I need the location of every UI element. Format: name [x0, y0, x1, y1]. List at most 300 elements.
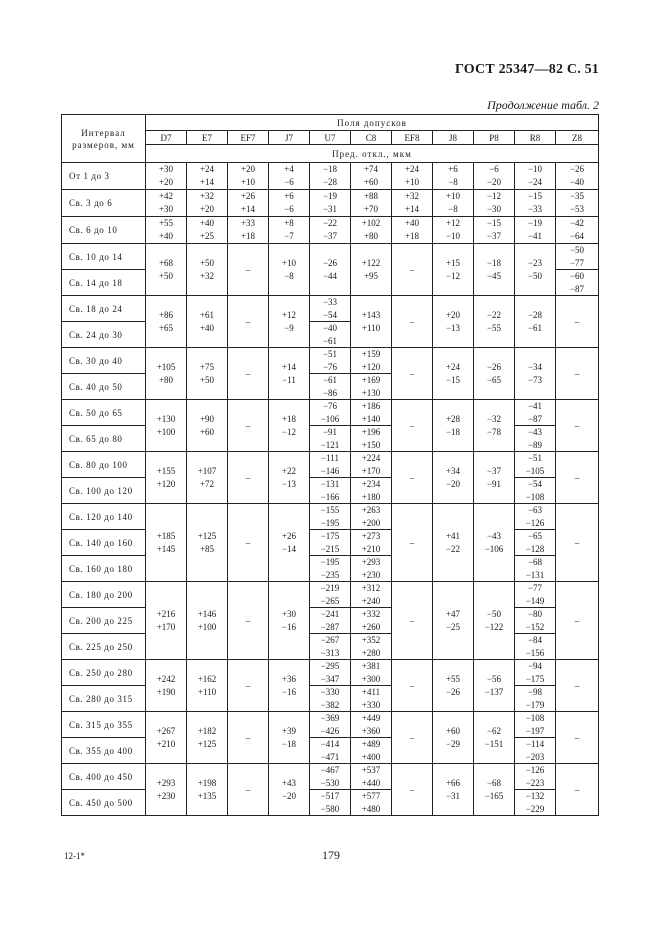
value-cell — [146, 764, 187, 816]
column-header: Z8 — [556, 131, 599, 145]
value-cell — [187, 163, 228, 190]
value-cell — [556, 764, 599, 816]
value-cell — [474, 764, 515, 816]
value-cell — [351, 296, 392, 348]
table-row — [62, 712, 599, 725]
value-cell: −63 — [515, 504, 556, 517]
lower-deviation: +25 — [199, 231, 215, 241]
value-cell — [392, 348, 433, 400]
value-cell — [228, 504, 269, 582]
value-cell — [392, 712, 433, 764]
value-cell — [515, 163, 556, 190]
upper-deviation: −15 — [486, 218, 502, 228]
value-cell: −155 — [310, 504, 351, 517]
lower-deviation: +100 — [156, 426, 176, 437]
lower-deviation: −6 — [284, 204, 294, 214]
dash-mark: – — [245, 472, 251, 483]
lower-deviation: −8 — [448, 204, 458, 214]
dash-mark: – — [245, 784, 251, 795]
interval-label: Св. 355 до 400 — [62, 738, 146, 764]
value-cell: −65 — [515, 530, 556, 543]
lower-deviation: −45 — [486, 270, 502, 281]
upper-deviation: −10 — [527, 164, 543, 174]
value-cell: −156 — [515, 647, 556, 660]
value-cell — [392, 400, 433, 452]
value-cell — [515, 244, 556, 296]
table-row — [62, 764, 599, 777]
lower-deviation: +60 — [199, 426, 215, 437]
value-cell: +224 — [351, 452, 392, 465]
upper-deviation: +39 — [281, 725, 297, 736]
upper-deviation: +34 — [445, 465, 461, 476]
value-cell: −41 — [515, 400, 556, 413]
value-cell — [351, 163, 392, 190]
value-cell: −128 — [515, 543, 556, 556]
lower-deviation: −12 — [445, 270, 461, 281]
value-cell: +234 — [351, 478, 392, 491]
upper-deviation: −18 — [322, 164, 338, 174]
table-row — [62, 400, 599, 413]
value-cell — [269, 296, 310, 348]
upper-deviation: +30 — [158, 164, 174, 174]
value-cell — [187, 348, 228, 400]
upper-deviation: +68 — [158, 257, 174, 268]
value-cell — [474, 582, 515, 660]
lower-deviation: −64 — [569, 231, 585, 241]
value-cell — [433, 348, 474, 400]
value-cell — [474, 712, 515, 764]
value-cell — [474, 244, 515, 296]
lower-deviation: −20 — [445, 478, 461, 489]
dash-mark: – — [245, 368, 251, 379]
value-cell: −131 — [515, 569, 556, 582]
dash-mark: – — [574, 368, 580, 379]
interval-label: Св. 315 до 355 — [62, 712, 146, 738]
fields-header: Поля допусков — [146, 115, 599, 131]
value-cell — [146, 400, 187, 452]
dash-mark: – — [409, 784, 415, 795]
upper-deviation: +60 — [445, 725, 461, 736]
upper-deviation: +162 — [197, 673, 217, 684]
interval-label: Св. 10 до 14 — [62, 244, 146, 270]
lower-deviation: +20 — [158, 177, 174, 187]
upper-deviation: +6 — [284, 191, 294, 201]
upper-deviation: −62 — [486, 725, 502, 736]
table-body — [62, 163, 599, 816]
interval-label: Св. 140 до 160 — [62, 530, 146, 556]
upper-deviation: +20 — [445, 309, 461, 320]
value-cell — [392, 582, 433, 660]
value-cell: −114 — [515, 738, 556, 751]
value-cell: −330 — [310, 686, 351, 699]
value-cell — [187, 296, 228, 348]
table-row — [62, 348, 599, 361]
column-header: R8 — [515, 131, 556, 145]
lower-deviation: −14 — [281, 543, 297, 554]
value-cell: +489 — [351, 738, 392, 751]
dash-mark: – — [574, 680, 580, 691]
value-cell: −426 — [310, 725, 351, 738]
table-row — [62, 608, 599, 621]
upper-deviation: −22 — [486, 309, 502, 320]
lower-deviation: −31 — [445, 790, 461, 801]
upper-deviation: +125 — [197, 530, 217, 541]
value-cell: −89 — [515, 439, 556, 452]
lower-deviation: +14 — [240, 204, 256, 214]
value-cell — [515, 348, 556, 400]
value-cell: −98 — [515, 686, 556, 699]
upper-deviation: −26 — [486, 361, 502, 372]
value-cell — [228, 244, 269, 296]
lower-deviation: −18 — [281, 738, 297, 749]
value-cell — [474, 400, 515, 452]
lower-deviation: +145 — [156, 543, 176, 554]
value-cell — [228, 217, 269, 244]
upper-deviation: +24 — [445, 361, 461, 372]
upper-deviation: +43 — [281, 777, 297, 788]
value-cell — [556, 660, 599, 712]
interval-label: Св. 400 до 450 — [62, 764, 146, 790]
upper-deviation: −37 — [486, 465, 502, 476]
value-cell: −219 — [310, 582, 351, 595]
value-cell — [474, 163, 515, 190]
value-cell: −108 — [515, 491, 556, 504]
dash-mark: – — [574, 316, 580, 327]
lower-deviation: −33 — [527, 204, 543, 214]
column-header: U7 — [310, 131, 351, 145]
value-cell: +332 — [351, 608, 392, 621]
table-row — [62, 296, 599, 309]
lower-deviation: +18 — [240, 231, 256, 241]
value-cell: −77 — [515, 582, 556, 595]
value-cell — [392, 660, 433, 712]
value-cell: −40 — [310, 322, 351, 335]
upper-deviation: +216 — [156, 608, 176, 619]
lower-deviation: −73 — [527, 374, 543, 385]
value-cell: +263 — [351, 504, 392, 517]
upper-deviation: +41 — [445, 530, 461, 541]
value-cell: +352 — [351, 634, 392, 647]
value-cell — [228, 764, 269, 816]
upper-deviation: +4 — [284, 164, 294, 174]
value-cell: −215 — [310, 543, 351, 556]
value-cell: −77 — [556, 257, 599, 270]
interval-label: Св. 65 до 80 — [62, 426, 146, 452]
value-cell — [433, 582, 474, 660]
dash-mark: – — [574, 420, 580, 431]
value-cell — [146, 504, 187, 582]
lower-deviation: −41 — [527, 231, 543, 241]
dash-mark: – — [409, 316, 415, 327]
upper-deviation: +130 — [156, 413, 176, 424]
value-cell: +411 — [351, 686, 392, 699]
dash-mark: – — [409, 615, 415, 626]
lower-deviation: −22 — [445, 543, 461, 554]
upper-deviation: −19 — [322, 191, 338, 201]
value-cell: +186 — [351, 400, 392, 413]
upper-deviation: −15 — [527, 191, 543, 201]
dash-mark: – — [409, 420, 415, 431]
value-cell: −87 — [515, 413, 556, 426]
value-cell — [187, 400, 228, 452]
upper-deviation: +42 — [158, 191, 174, 201]
upper-deviation: −6 — [489, 164, 499, 174]
value-cell: +381 — [351, 660, 392, 673]
interval-label: Св. 6 до 10 — [62, 217, 146, 244]
value-cell — [187, 582, 228, 660]
lower-deviation: −8 — [448, 177, 458, 187]
value-cell: +196 — [351, 426, 392, 439]
value-cell — [146, 190, 187, 217]
upper-deviation: +24 — [404, 164, 420, 174]
value-cell: −313 — [310, 647, 351, 660]
column-header: EF8 — [392, 131, 433, 145]
value-cell — [474, 217, 515, 244]
value-cell — [187, 190, 228, 217]
value-cell — [146, 244, 187, 296]
value-cell: −369 — [310, 712, 351, 725]
lower-deviation: −7 — [284, 231, 294, 241]
lower-deviation: +100 — [197, 621, 217, 632]
value-cell: −149 — [515, 595, 556, 608]
lower-deviation: −11 — [282, 374, 296, 385]
value-cell — [433, 660, 474, 712]
lower-deviation: −122 — [484, 621, 504, 632]
column-header: J7 — [269, 131, 310, 145]
value-cell — [228, 190, 269, 217]
table-row — [62, 790, 599, 803]
interval-label: Св. 450 до 500 — [62, 790, 146, 816]
lower-deviation: +95 — [363, 270, 379, 281]
value-cell — [269, 400, 310, 452]
dash-mark: – — [245, 264, 251, 275]
upper-deviation: +28 — [445, 413, 461, 424]
lower-deviation: −25 — [445, 621, 461, 632]
lower-deviation: +10 — [240, 177, 256, 187]
lower-deviation: +18 — [404, 231, 420, 241]
lower-deviation: −37 — [486, 231, 502, 241]
value-cell — [474, 296, 515, 348]
table-row — [62, 738, 599, 751]
dash-mark: – — [409, 732, 415, 743]
table-row — [62, 582, 599, 595]
lower-deviation: +72 — [199, 478, 215, 489]
upper-deviation: −28 — [527, 309, 543, 320]
value-cell — [433, 217, 474, 244]
value-cell — [187, 504, 228, 582]
value-cell: +293 — [351, 556, 392, 569]
table-row — [62, 660, 599, 673]
dash-mark: – — [245, 680, 251, 691]
value-cell: +170 — [351, 465, 392, 478]
table-row — [62, 190, 599, 204]
lower-deviation: +30 — [158, 204, 174, 214]
lower-deviation: −53 — [569, 204, 585, 214]
lower-deviation: +80 — [363, 231, 379, 241]
value-cell — [228, 296, 269, 348]
upper-deviation: +293 — [156, 777, 176, 788]
value-cell: −287 — [310, 621, 351, 634]
upper-deviation: +40 — [404, 218, 420, 228]
upper-deviation: +74 — [363, 164, 379, 174]
value-cell: +300 — [351, 673, 392, 686]
value-cell — [392, 217, 433, 244]
interval-label: Св. 280 до 315 — [62, 686, 146, 712]
value-cell: −203 — [515, 751, 556, 764]
value-cell — [310, 163, 351, 190]
value-cell: −126 — [515, 764, 556, 777]
value-cell: +440 — [351, 777, 392, 790]
table-row — [62, 163, 599, 177]
value-cell — [228, 712, 269, 764]
dash-mark: – — [245, 615, 251, 626]
value-cell: +120 — [351, 361, 392, 374]
column-header: J8 — [433, 131, 474, 145]
interval-label: Св. 50 до 65 — [62, 400, 146, 426]
table-row — [62, 452, 599, 465]
value-cell — [433, 764, 474, 816]
lower-deviation: +210 — [156, 738, 176, 749]
upper-deviation: +267 — [156, 725, 176, 736]
lower-deviation: +110 — [361, 322, 381, 333]
value-cell — [310, 217, 351, 244]
lower-deviation: −50 — [527, 270, 543, 281]
value-cell — [515, 296, 556, 348]
value-cell — [187, 217, 228, 244]
lower-deviation: −37 — [322, 231, 338, 241]
lower-deviation: −24 — [527, 177, 543, 187]
interval-label: Св. 80 до 100 — [62, 452, 146, 478]
lower-deviation: +14 — [404, 204, 420, 214]
value-cell — [433, 504, 474, 582]
value-cell: −33 — [310, 296, 351, 309]
value-cell — [433, 190, 474, 217]
dash-mark: – — [245, 420, 251, 431]
lower-deviation: −16 — [281, 686, 297, 697]
value-cell: +400 — [351, 751, 392, 764]
value-cell: +140 — [351, 413, 392, 426]
value-cell — [556, 504, 599, 582]
dash-mark: – — [574, 537, 580, 548]
value-cell: +159 — [351, 348, 392, 361]
table-row — [62, 478, 599, 491]
upper-deviation: +12 — [445, 218, 461, 228]
value-cell — [269, 452, 310, 504]
dash-mark: – — [245, 316, 251, 327]
upper-deviation: −42 — [569, 218, 585, 228]
lower-deviation: −13 — [445, 322, 461, 333]
upper-deviation: +24 — [199, 164, 215, 174]
upper-deviation: +10 — [445, 191, 461, 201]
value-cell — [187, 452, 228, 504]
upper-deviation: −34 — [527, 361, 543, 372]
value-cell: −121 — [310, 439, 351, 452]
upper-deviation: +40 — [199, 218, 215, 228]
value-cell — [269, 217, 310, 244]
value-cell: −414 — [310, 738, 351, 751]
upper-deviation: +47 — [445, 608, 461, 619]
upper-deviation: −26 — [322, 257, 338, 268]
lower-deviation: −18 — [445, 426, 461, 437]
upper-deviation: +75 — [199, 361, 215, 372]
value-cell — [187, 244, 228, 296]
value-cell: −50 — [556, 244, 599, 257]
value-cell: −84 — [515, 634, 556, 647]
upper-deviation: +86 — [158, 309, 174, 320]
value-cell — [433, 163, 474, 190]
interval-label: От 1 до 3 — [62, 163, 146, 190]
lower-deviation: −106 — [484, 543, 504, 554]
interval-label: Св. 225 до 250 — [62, 634, 146, 660]
dash-mark: – — [409, 368, 415, 379]
upper-deviation: −12 — [486, 191, 502, 201]
upper-deviation: +32 — [404, 191, 420, 201]
value-cell: +312 — [351, 582, 392, 595]
tolerance-table — [61, 114, 599, 816]
lower-deviation: +20 — [199, 204, 215, 214]
value-cell: −267 — [310, 634, 351, 647]
value-cell: +260 — [351, 621, 392, 634]
lower-deviation: +40 — [199, 322, 215, 333]
upper-deviation: +66 — [445, 777, 461, 788]
value-cell — [351, 244, 392, 296]
lower-deviation: +110 — [197, 686, 217, 697]
column-header: E7 — [187, 131, 228, 145]
upper-deviation: +122 — [361, 257, 381, 268]
value-cell — [474, 452, 515, 504]
value-cell — [187, 660, 228, 712]
lower-deviation: +230 — [156, 790, 176, 801]
value-cell: +200 — [351, 517, 392, 530]
column-header: EF7 — [228, 131, 269, 145]
value-cell — [556, 217, 599, 244]
value-cell — [474, 504, 515, 582]
column-header: C8 — [351, 131, 392, 145]
value-cell: −131 — [310, 478, 351, 491]
lower-deviation: −151 — [484, 738, 504, 749]
value-cell — [269, 504, 310, 582]
value-cell — [146, 712, 187, 764]
lower-deviation: +120 — [156, 478, 176, 489]
upper-deviation: +26 — [240, 191, 256, 201]
lower-deviation: +125 — [197, 738, 217, 749]
value-cell: +360 — [351, 725, 392, 738]
value-cell — [392, 163, 433, 190]
interval-label: Св. 40 до 50 — [62, 374, 146, 400]
value-cell: +537 — [351, 764, 392, 777]
value-cell: −471 — [310, 751, 351, 764]
value-cell: −54 — [515, 478, 556, 491]
value-cell: −61 — [310, 374, 351, 387]
dash-mark: – — [245, 732, 251, 743]
value-cell — [392, 190, 433, 217]
upper-deviation: +33 — [240, 218, 256, 228]
value-cell — [433, 296, 474, 348]
value-cell — [187, 712, 228, 764]
upper-deviation: −43 — [486, 530, 502, 541]
value-cell: −229 — [515, 803, 556, 816]
lower-deviation: −31 — [322, 204, 338, 214]
footer-mark: 12-1* — [64, 851, 85, 861]
value-cell — [474, 190, 515, 217]
value-cell: −51 — [515, 452, 556, 465]
value-cell: +449 — [351, 712, 392, 725]
value-cell — [146, 348, 187, 400]
upper-deviation: +14 — [281, 361, 297, 372]
lower-deviation: −30 — [486, 204, 502, 214]
table-continuation-label: Продолжение табл. 2 — [487, 98, 599, 112]
lower-deviation: +50 — [158, 270, 174, 281]
